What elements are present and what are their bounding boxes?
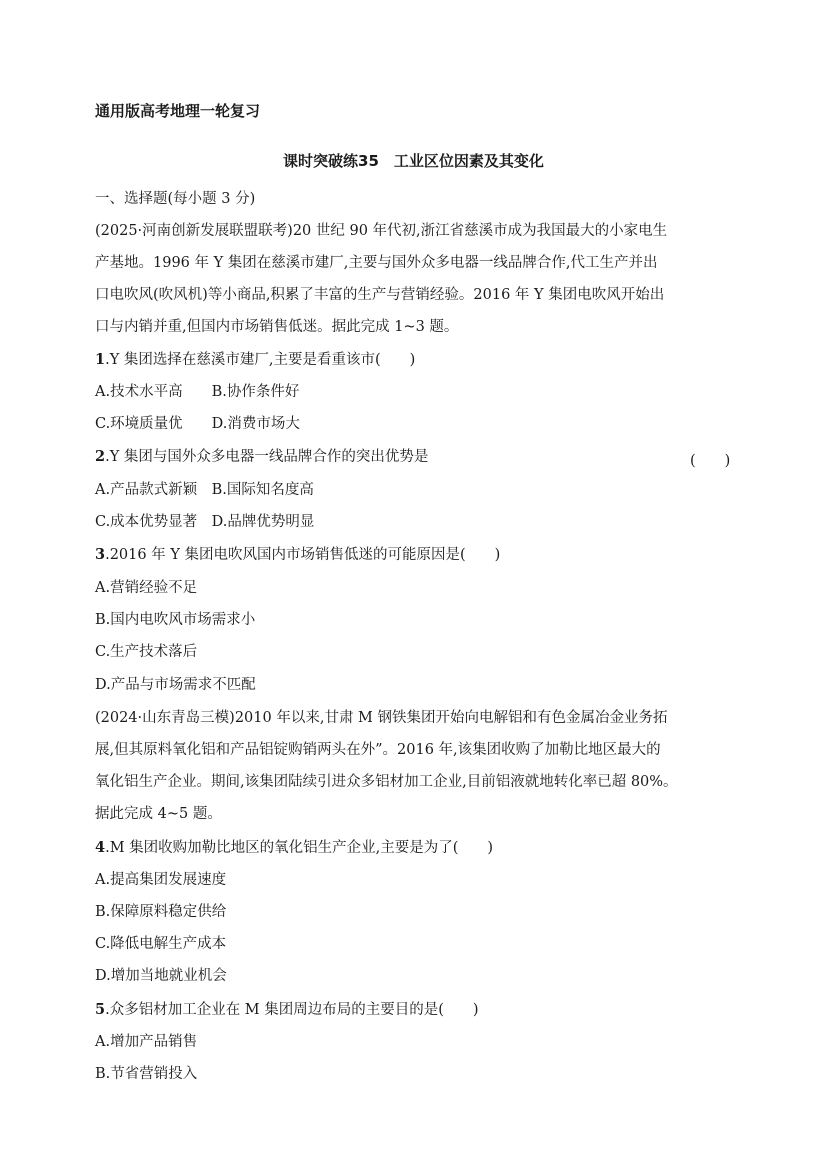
question-number: 5 [95, 1001, 106, 1018]
q4-option-a: A.提高集团发展速度 [95, 872, 227, 888]
q4-option-c: C.降低电解生产成本 [95, 936, 227, 952]
passage1-line: 口与内销并重,但国内市场销售低迷。据此完成 1~3 题。 [95, 319, 459, 335]
question-5 [95, 1000, 479, 1020]
q2-options-ab: A.产品款式新颖 B.国际知名度高 [95, 482, 314, 498]
q3-option-c: C.生产技术落后 [95, 644, 198, 660]
question-number: 3 [95, 546, 106, 563]
answer-blank: ( ) [690, 453, 731, 469]
question-3 [95, 545, 500, 565]
q1-options-cd: C.环境质量优 D.消费市场大 [95, 416, 300, 432]
question-4 [95, 838, 493, 858]
q3-option-a: A.营销经验不足 [95, 580, 198, 596]
passage2-line: 展,但其原料氧化铝和产品铝锭购销两头在外”。2016 年,该集团收购了加勒比地区最大的 [95, 742, 661, 758]
q5-option-b: B.节省营销投入 [95, 1066, 198, 1082]
q3-option-d: D.产品与市场需求不匹配 [95, 677, 256, 693]
passage2-line: 氧化铝生产企业。期间,该集团陆续引进众多铝材加工企业,目前铝液就地转化率已超 80%。 [95, 774, 678, 790]
page-title: 课时突破练35 工业区位因素及其变化 [283, 152, 544, 170]
question-text: .M 集团收购加勒比地区的氧化铝生产企业,主要是为了( ) [105, 840, 494, 856]
passage1-line: 口电吹风(吹风机)等小商品,积累了丰富的生产与营销经验。2016 年 Y 集团电吹风开始出 [95, 287, 665, 303]
q4-option-d: D.增加当地就业机会 [95, 968, 227, 984]
q1-options-ab: A.技术水平高 B.协作条件好 [95, 384, 300, 400]
question-1 [95, 350, 415, 370]
passage1-line: (2025·河南创新发展联盟联考)20 世纪 90 年代初,浙江省慈溪市成为我国最大的小家电生 [95, 223, 668, 239]
question-number: 2 [95, 448, 106, 465]
q2-options-cd: C.成本优势显著 D.品牌优势明显 [95, 514, 315, 530]
document-header: 通用版高考地理一轮复习 [95, 102, 261, 120]
question-text: .Y 集团选择在慈溪市建厂,主要是看重该市( ) [105, 352, 416, 368]
section-heading: 一、选择题(每小题 3 分) [95, 191, 256, 207]
q5-option-a: A.增加产品销售 [95, 1034, 198, 1050]
question-text: .Y 集团与国外众多电器一线品牌合作的突出优势是 [105, 449, 429, 465]
question-text: .2016 年 Y 集团电吹风国内市场销售低迷的可能原因是( ) [105, 547, 501, 563]
question-number: 1 [95, 351, 106, 368]
q3-option-b: B.国内电吹风市场需求小 [95, 612, 256, 628]
question-text: .众多铝材加工企业在 M 集团周边布局的主要目的是( ) [105, 1002, 479, 1018]
question-2 [95, 447, 428, 467]
question-number: 4 [95, 839, 106, 856]
passage2-line: 据此完成 4~5 题。 [95, 806, 222, 822]
passage1-line: 产基地。1996 年 Y 集团在慈溪市建厂,主要与国外众多电器一线品牌合作,代工生产并出 [95, 255, 658, 271]
q4-option-b: B.保障原料稳定供给 [95, 904, 227, 920]
passage2-line: (2024·山东青岛三模)2010 年以来,甘肃 M 钢铁集团开始向电解铝和有色金属冶金业务拓 [95, 710, 668, 726]
